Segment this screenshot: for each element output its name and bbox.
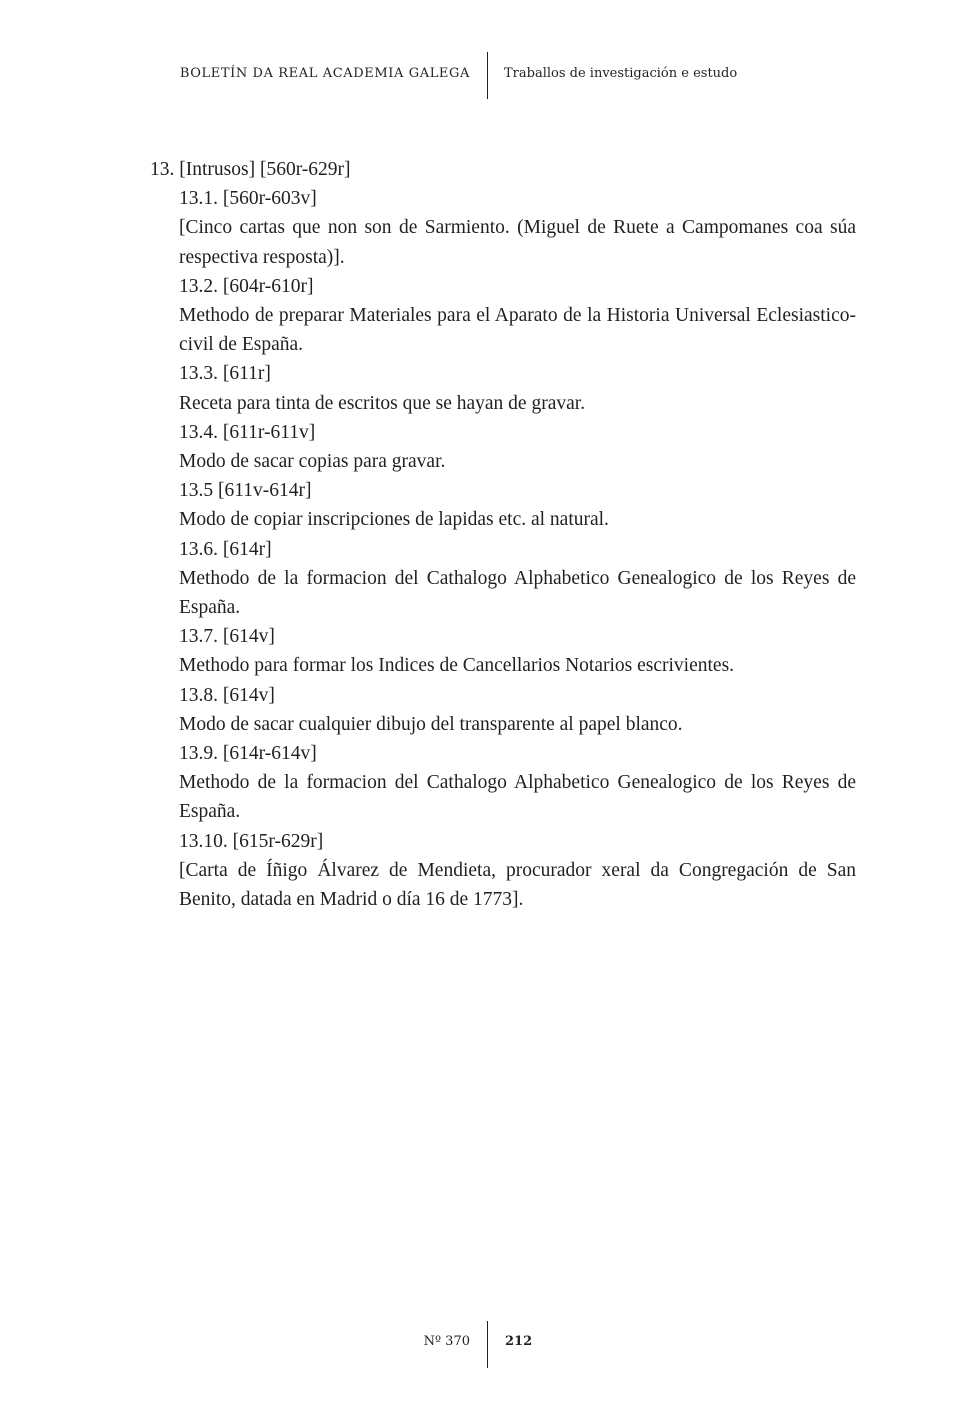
entry-reference: 13.10. [615r-629r] <box>179 830 324 852</box>
entry-description: Methodo para formar los Indices de Cancellarios Notarios escrivientes. <box>179 655 735 677</box>
entry-reference: 13.3. [611r] <box>179 363 271 385</box>
journal-title: BOLETÍN DA REAL ACADEMIA GALEGA <box>179 66 470 81</box>
section-title: Traballos de investigación e estudo <box>504 66 738 81</box>
header-divider <box>487 52 488 99</box>
entry-reference: 13.1. [560r-603v] <box>179 188 317 210</box>
footer-divider <box>487 1321 488 1368</box>
entry-reference: 13.9. [614r-614v] <box>179 743 317 765</box>
entry-description: Modo de sacar copias para gravar. <box>179 451 446 473</box>
entry-reference: 13.4. [611r-611v] <box>179 421 316 443</box>
page-number: 212 <box>505 1334 533 1349</box>
entry-reference: 13.8. [614v] <box>179 684 275 706</box>
section-heading: 13. [Intrusos] [560r-629r] <box>150 159 351 180</box>
entry-description: Methodo de preparar Materiales para el Aparato de la Historia Universal Eclesiastico-civil de España. <box>179 305 856 356</box>
entry-description: Methodo de la formacion del Cathalogo Alphabetico Genealogico de los Reyes de España. <box>179 772 856 823</box>
entry-description: Methodo de la formacion del Cathalogo Alphabetico Genealogico de los Reyes de España. <box>179 567 856 619</box>
entry-description: [Carta de Íñigo Álvarez de Mendieta, procurador xeral da Congregación de San Benito, datada en Madrid o día 16 de 1773]. <box>179 859 856 911</box>
entry-reference: 13.6. [614r] <box>179 538 272 560</box>
page-header <box>0 52 975 100</box>
entry-description: Modo de copiar inscripciones de lapidas etc. al natural. <box>179 509 609 531</box>
entry-description: Modo de sacar cualquier dibujo del transparente al papel blanco. <box>179 713 683 735</box>
issue-number: Nº 370 <box>423 1334 470 1349</box>
page-footer <box>0 1321 975 1369</box>
entry-reference: 13.2. [604r-610r] <box>179 275 314 297</box>
entry-description: Receta para tinta de escritos que se hayan de gravar. <box>179 392 586 414</box>
entry-reference: 13.7. [614v] <box>179 626 275 648</box>
document-body <box>150 155 856 914</box>
entry-description: [Cinco cartas que non son de Sarmiento. (Miguel de Ruete a Campomanes coa súa respectiva resposta)]. <box>179 217 856 268</box>
entry-reference: 13.5 [611v-614r] <box>179 480 312 502</box>
